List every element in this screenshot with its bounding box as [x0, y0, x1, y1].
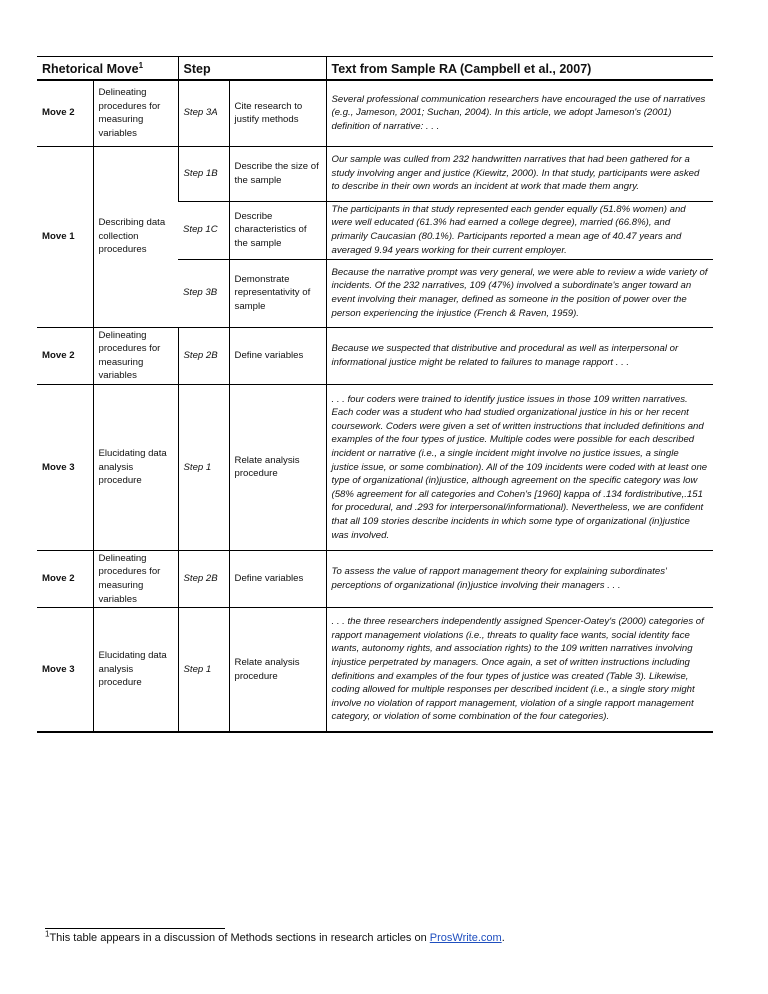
sample-text: . . . the three researchers independently assigned Spencer-Oatey's (2000) categories of rapport management violations (i.e., threats to quality face wants, social identity face wants, autonomy rights, and association rights) to the 109 written narratives involving injustice perpetrated by managers. Once again, a set of written instructions including definitions and examples of the four types of justice was created (Table 3). Likewise, coding allowed for multiple responses per described incident (i.e., a single story might involve no violation of rapport management, violation of a single rapport management category, or violation of some combination of the four categories). — [326, 608, 713, 732]
move-label: Move 2 — [37, 327, 93, 384]
footnote-end: . — [501, 932, 505, 944]
move-label: Move 1 — [37, 146, 93, 327]
table-row — [37, 550, 713, 607]
header-rhetorical-move: Rhetorical Move$^1$ — [37, 57, 178, 81]
sample-text: Several professional communication researchers have encouraged the use of narratives (e.g., Jameson, 2001; Suchan, 2004). In this article, we adopt Jameson's (2001) definition of narrative: . . . — [326, 80, 713, 146]
move-description: Elucidating data analysis procedure — [93, 608, 178, 732]
step-description: Relate analysis procedure — [229, 608, 326, 732]
step-label: Step 3B — [178, 259, 229, 327]
rhetorical-moves-table — [37, 56, 713, 733]
step-label: Step 1 — [178, 608, 229, 732]
move-label: Move 2 — [37, 80, 93, 146]
step-label: Step 1C — [178, 201, 229, 259]
footnote-divider — [45, 928, 225, 929]
step-description: Demonstrate representativity of sample — [229, 259, 326, 327]
sample-text: Because we suspected that distributive and procedural as well as interpersonal or informational justice might be related to failures to manage rapport . . . — [326, 327, 713, 384]
proswrite-link[interactable]: ProsWrite.com — [429, 932, 502, 944]
footnote-text: This table appears in a discussion of Methods sections in research articles on — [49, 932, 430, 944]
step-label: Step 3A — [178, 80, 229, 146]
step-description: Cite research to justify methods — [229, 80, 326, 146]
footnote-ref: 1 — [138, 60, 144, 70]
header-step: Step — [178, 57, 326, 81]
step-description: Define variables — [229, 327, 326, 384]
step-description: Relate analysis procedure — [229, 384, 326, 550]
step-description: Define variables — [229, 550, 326, 607]
footnote-marker: 1 — [45, 929, 50, 939]
step-label: Step 2B — [178, 327, 229, 384]
move-label: Move 3 — [37, 384, 93, 550]
step-label: Step 2B — [178, 550, 229, 607]
table-header-row — [37, 57, 713, 81]
table-row — [37, 384, 713, 550]
move-label: Move 2 — [37, 550, 93, 607]
footnote — [45, 929, 505, 944]
sample-text: Because the narrative prompt was very general, we were able to review a wide variety of incidents. Of the 232 narratives, 109 (47%) involved a subordinate's anger toward an event involving their manager, defined as someone in the position of power over the person experiencing the injustice (French & Raven, 1959). — [326, 259, 713, 327]
step-label: Step 1 — [178, 384, 229, 550]
table-row — [37, 146, 713, 201]
move-description: Delineating procedures for measuring variables — [93, 80, 178, 146]
table-row — [37, 327, 713, 384]
move-description: Delineating procedures for measuring variables — [93, 327, 178, 384]
move-description: Describing data collection procedures — [93, 146, 178, 327]
table-row — [37, 608, 713, 732]
move-description: Delineating procedures for measuring variables — [93, 550, 178, 607]
header-sample-text: Text from Sample RA (Campbell et al., 2007) — [326, 57, 713, 81]
move-description: Elucidating data analysis procedure — [93, 384, 178, 550]
sample-text: . . . four coders were trained to identify justice issues in those 109 written narratives. Each coder was a student who had studied organizational justice in his or her recent coursework. Coders were given a set of written instructions that included definitions and examples of the four types of justice. Multiple codes were possible for each described incident or narrative (i.e., a single incident might involve no justice issues, a single justice issue, or some combination). All of the 109 incidents were coded with at least one type of organizational (in)justice, although agreement on the specific category was low (58% agreement for all categories and Cohen's [1960] kappa of .134 fordistributive,.151 for procedural, and .293 for interpersonal/informational). Nevertheless, we are confident that all 109 stories describe incidents in which some type of organizational (in)justice was involved. — [326, 384, 713, 550]
move-label: Move 3 — [37, 608, 93, 732]
step-description: Describe the size of the sample — [229, 146, 326, 201]
table-row — [37, 80, 713, 146]
sample-text: The participants in that study represented each gender equally (51.8% women) and were well educated (61.3% had earned a college degree), married (66.8%), and primarily Caucasian (80.1%). Participants reported a mean age of 40.47 years and averaged 9.94 years working for their current employer. — [326, 201, 713, 259]
step-description: Describe characteristics of the sample — [229, 201, 326, 259]
sample-text: To assess the value of rapport management theory for explaining subordinates' perceptions of organizational (in)justice involving their managers . . . — [326, 550, 713, 607]
sample-text: Our sample was culled from 232 handwritten narratives that had been gathered for a study involving anger and justice (Kiewitz, 2000). In that study, participants were asked to describe in their own words an incident at work that made them angry. — [326, 146, 713, 201]
step-label: Step 1B — [178, 146, 229, 201]
